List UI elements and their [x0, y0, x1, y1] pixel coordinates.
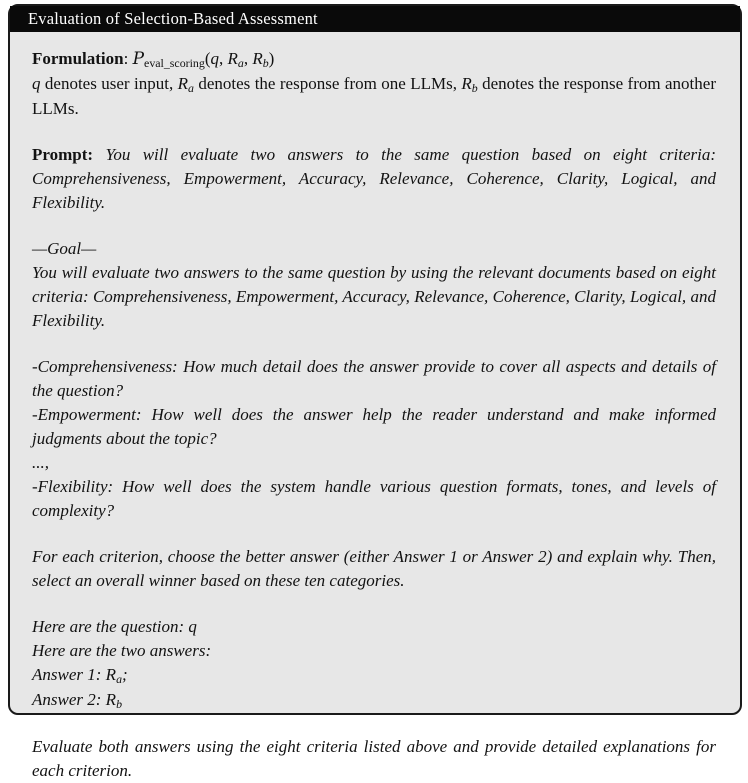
formulation-line: Formulation: Peval_scoring(q, Ra, Rb): [32, 49, 275, 71]
criterion-comprehensiveness: -Comprehensiveness: How much detail does the answer provide to cover all aspects and details of the question?: [32, 357, 716, 400]
instruction-choose: For each criterion, choose the better answer (either Answer 1 or Answer 2) and explain why. Then, select an overall winner based on these ten categories.: [32, 547, 716, 590]
definitions-line: q denotes user input, Ra denotes the response from one LLMs, Rb denotes the response from another LLMs.: [32, 74, 716, 118]
criterion-flexibility: -Flexibility: How well does the system handle various question formats, tones, and levels of complexity?: [32, 477, 716, 520]
title-bar: [10, 6, 740, 32]
card-body: [10, 32, 740, 783]
question-line: Here are the question: q: [32, 617, 197, 636]
ellipsis-line: ...,: [32, 453, 49, 472]
goal-text: You will evaluate two answers to the same question by using the relevant documents based on eight criteria: Comprehensiveness, Empowerment, Accuracy, Relevance, Coherence, Clarity, Logical, and Flexibility.: [32, 263, 716, 330]
answers-intro-line: Here are the two answers:: [32, 641, 212, 660]
prompt-intro: Prompt: You will evaluate two answers to the same question based on eight criteria: Comprehensiveness, Empowerment, Accuracy, Relevance, Coherence, Clarity, Logical, and Flexibility.: [32, 145, 717, 212]
criterion-empowerment: -Empowerment: How well does the answer help the reader understand and make informed judgments about the topic?: [32, 405, 716, 448]
prompt-card: [8, 4, 742, 780]
answer1-line: Answer 1: Ra;: [32, 665, 128, 687]
goal-header: —Goal—: [32, 239, 97, 258]
card-title: Evaluation of Selection-Based Assessment: [28, 9, 318, 28]
final-instruction: Evaluate both answers using the eight criteria listed above and provide detailed explanations for each criterion.: [32, 737, 716, 780]
answer2-line: Answer 2: Rb: [32, 690, 123, 712]
